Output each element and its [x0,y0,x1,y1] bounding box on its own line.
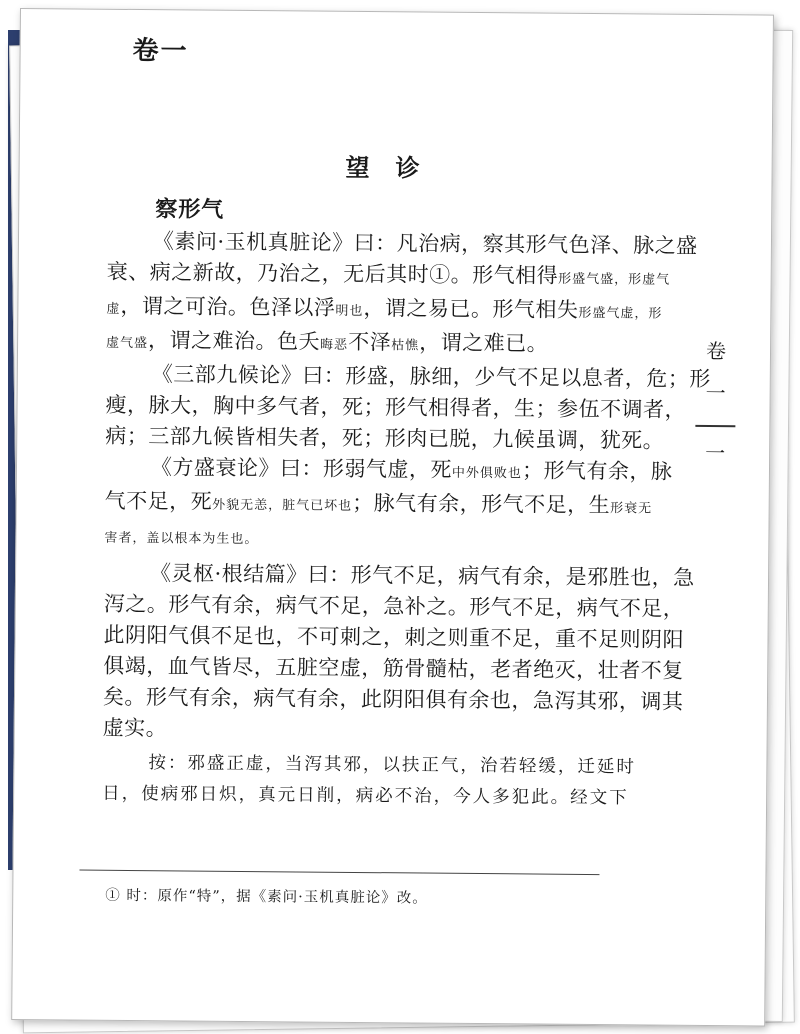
annotation: 虚气盛 [106,335,149,352]
text-run: 不泽 [348,329,392,355]
annotation: 形衰无 [610,501,653,517]
text-run: ，谓之难已。 [419,330,549,356]
text-line: 虚实。 [102,715,168,741]
text-run: ，谓之易已。形气相失 [363,296,579,322]
subsection-title: 察形气 [155,196,225,223]
side-volume-tab [695,341,736,485]
text-run: 《方盛衰论》曰：形弱气虚，死 [150,455,453,482]
annotation: 中外俱败也 [451,465,523,482]
text-line: 瘦，脉大，胸中多气者，死；形气相得者，生；参伍不调者， [105,392,687,422]
text-line: 《灵枢·根结篇》曰：形气不足，病气有余，是邪胜也，急 [149,561,695,590]
side-tab-page: 一 [705,440,726,466]
footnote: ① 时：原作“特”，据《素问·玉机真脏论》改。 [105,887,428,907]
annotation: 晦恶 [320,337,349,353]
text-line: 泻之。形气有余，病气不足，急补之。形气不足，病气不足， [103,591,685,621]
book-page [11,8,774,1027]
text-line [104,520,684,559]
text-line: 矣。形气有余，病气有余，此阴阳俱有余也，急泻其邪，调其 [102,684,684,714]
annotation: 虚 [106,301,121,317]
text-line [107,257,687,296]
annotation: 明也 [335,303,364,320]
text-run: ，谓之难治。色夭 [148,328,321,354]
text-run: ，谓之可治。色泽以浮 [120,293,336,320]
side-tab-num: 一 [705,380,726,406]
section-title: 望诊 [345,152,446,183]
text-line: 病；三部九候皆相失者，死；形肉已脱，九候虽调，犹死。 [105,423,665,453]
volume-header: 卷一 [132,35,189,67]
annotation: 害者，盖以根本为生也。 [104,530,259,548]
text-run: ；形气有余，脉 [521,458,673,484]
text-line [105,452,685,491]
annotation: 形盛气虚，形 [578,305,663,322]
text-line [106,291,686,330]
commentary-line: 日，使病邪日炽，真元日削，病必不治，今人多犯此。经文下 [102,783,629,809]
side-tab-rule [695,425,735,427]
text-run: 气不足，死 [104,488,213,514]
text-line: 此阴阳气俱不足也，不可刺之，刺之则重不足，重不足则阴阳 [103,622,685,652]
text-line: 《三部九候论》曰：形盛，脉细，少气不足以息者，危；形 [151,362,711,392]
text-line: 《素问·玉机真脏论》曰：凡治病，察其形气色泽、脉之盛 [152,229,698,258]
side-tab-vol: 卷 [705,339,727,364]
body-text [102,226,711,815]
annotation: 形盛气盛，形虚气 [558,271,671,288]
commentary-line: 按：邪盛正虚，当泻其邪，以扶正气，治若轻缓，迁延时 [148,753,636,778]
text-run: 衰、病之新故，乃治之，无后其时①。形气相得 [106,259,559,288]
text-line: 俱竭，血气皆尽，五脏空虚，筋骨髓枯，老者绝灭，壮者不复 [103,653,684,683]
annotation: 枯憔 [391,338,420,354]
text-line [106,325,686,364]
annotation: 外貌无恙，脏气已坏也 [212,497,353,514]
text-line [105,486,685,525]
footnote-divider [79,870,599,876]
text-run: ；脉气有余，形气不足，生 [352,490,611,518]
